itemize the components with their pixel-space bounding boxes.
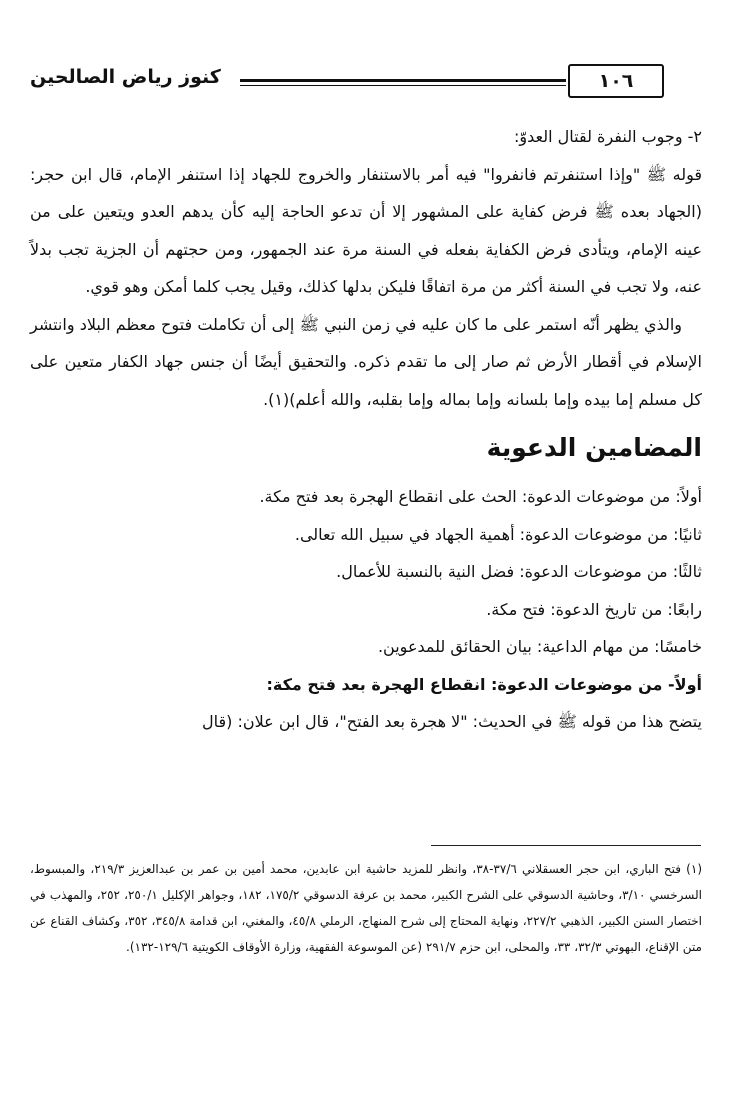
paragraph: قوله ﷺ "وإذا استنفرتم فانفروا" فيه أمر بالاستنفار والخروج للجهاد إذا استنفر الإمام، قال ابن حجر: (الجهاد بعده ﷺ فرض كفاية على المشهور إلا أن تدعو الحاجة إليه كأن يدهم العدو ويتعين على من عينه الإمام، ويتأدى فرض الكفاية بفعله في السنة مرة عند الجمهور، ومن حجتهم أن الجزية تجب بدلاً عنه، ولا تجب في السنة أكثر من مرة اتفاقًا فليكن بدلها كذلك، وقيل يجب كلما أمكن وهو قوي. [30,164,702,296]
running-title: كنوز رياض الصالحين [30,66,221,88]
list-item: أولاً: من موضوعات الدعوة: الحث على انقطاع الهجرة بعد فتح مكة. [259,487,702,506]
paragraph: والذي يظهر أنّه استمر على ما كان عليه في زمن النبي ﷺ إلى أن تكاملت فتوح معظم البلاد وانتشر الإسلام في أقطار الأرض ثم صار إلى ما تقدم ذكره. والتحقيق أيضًا أن جنس جهاد الكفار متعين على كل مسلم إما بيده وإما بلسانه وإما بماله وإما بقلبه، والله أعلم)(١). [30,314,702,409]
list-item: ثانيًا: من موضوعات الدعوة: أهمية الجهاد في سبيل الله تعالى. [294,524,702,544]
footnote: (١) فتح الباري، ابن حجر العسقلاني ٣٧/٦-٣٨، وانظر للمزيد حاشية ابن عابدين، محمد أمين بن عمر بن عبدالعزيز ٢١٩/٣، والمبسوط، السرخسي ٣/١٠، وحاشية الدسوقي على الشرح الكبير، محمد بن عرفة الدسوقي ١٧٥/٢، ١٨٢، وجواهر الإكليل ٢٥٠/١، ٢٥٢، والمهذب في اختصار السنن الكبير، الذهبي ٢٢٧/٢، ونهاية المحتاج إلى شرح المنهاج، الرملي ٤٥/٨، والمغني، ابن قدامة ٣٤٥/٨، ٣٥٢، وكشاف القناع عن متن الإقناع، البهوتي ٣٢/٣، ٣٣، والمحلى، ابن حزم ٢٩١/٧ (عن الموسوعة الفقهية، وزارة الأوقاف الكويتية ١٢٩/٦-١٣٢). [30,862,703,954]
section-title: المضامين الدعوية [486,433,702,462]
list-item: رابعًا: من تاريخ الدعوة: فتح مكة. [486,599,702,619]
page-number: ١٠٦ [568,64,664,98]
footnotes [30,856,702,960]
header-rule-thin [240,85,566,86]
list-item: خامسًا: من مهام الداعية: بيان الحقائق للمدعوين. [377,637,702,656]
page-header [30,64,702,100]
footnote-separator [431,845,701,846]
list-item: ثالثًا: من موضوعات الدعوة: فضل النية بالنسبة للأعمال. [336,562,702,581]
point-heading: ٢- وجوب النفرة لقتال العدوّ: [514,127,702,146]
paragraph: يتضح هذا من قوله ﷺ في الحديث: "لا هجرة بعد الفتح"، قال ابن علان: (قال [202,712,702,731]
main-text [30,118,702,741]
subheading: أولاً- من موضوعات الدعوة: انقطاع الهجرة بعد فتح مكة: [266,674,702,694]
header-rule-thick [240,79,566,82]
